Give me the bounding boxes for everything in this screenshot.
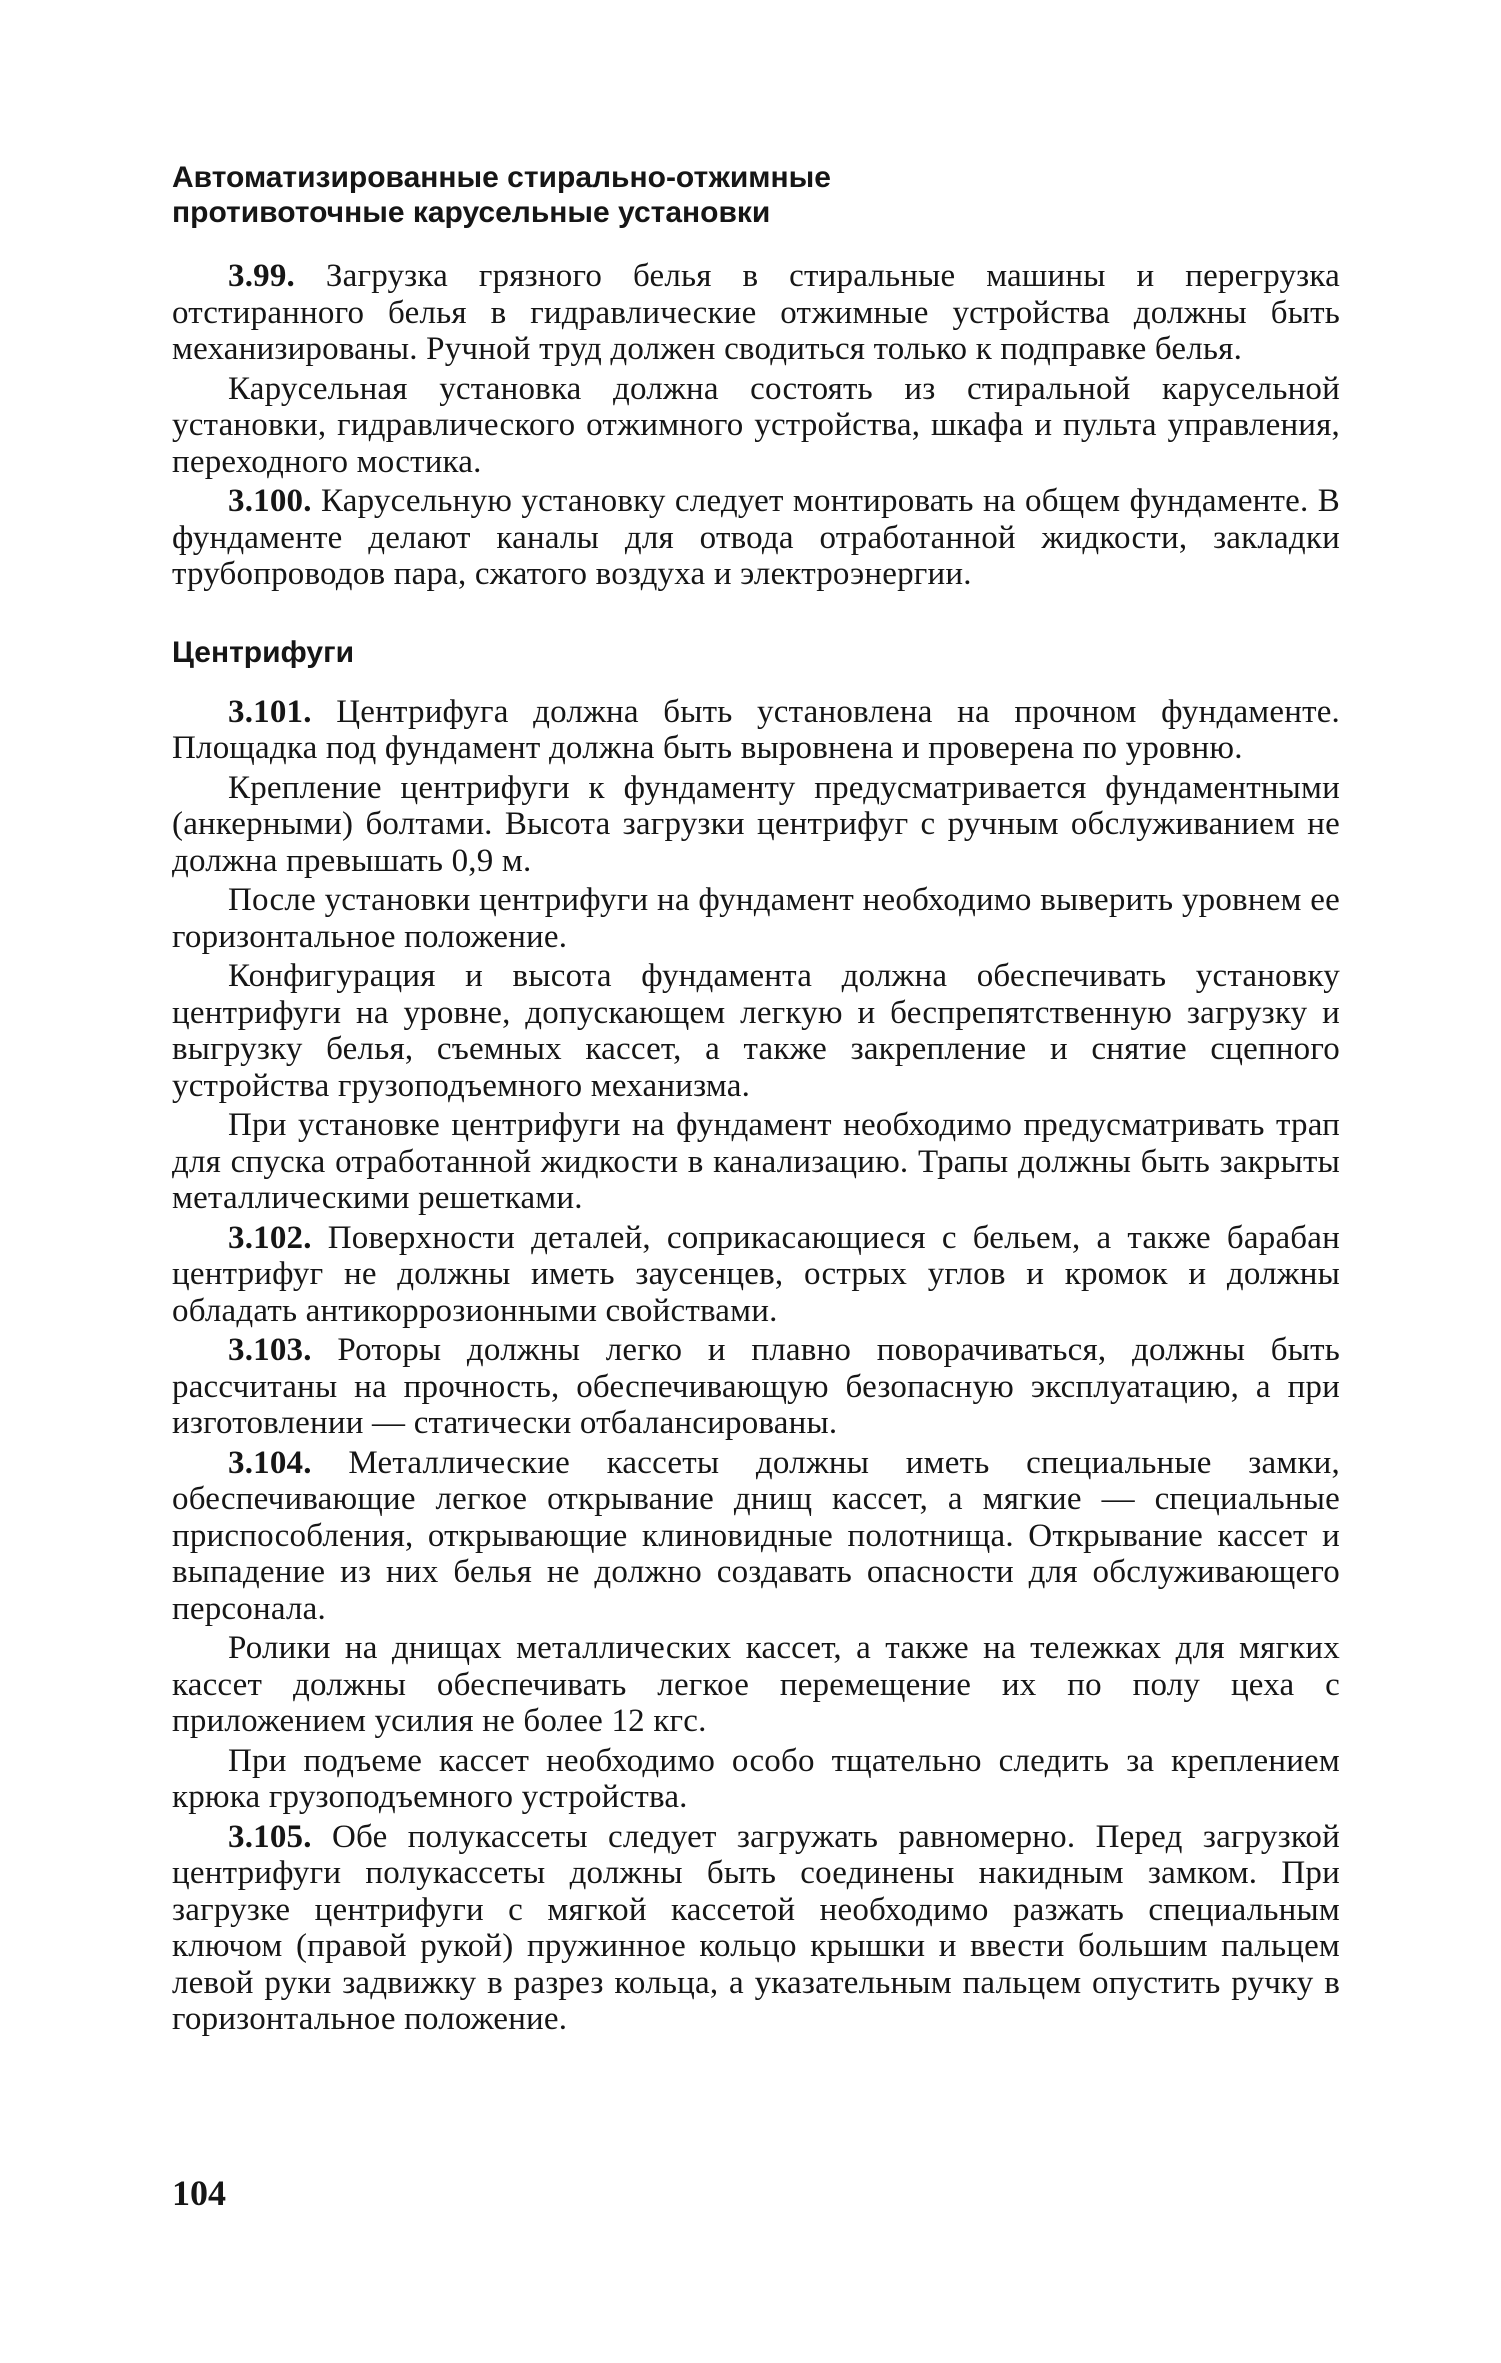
paragraph-text: Загрузка грязного белья в стиральные машины и перегрузка отстиранного белья в гидравлические отжимные устройства должны быть механизированы. Ручной труд должен сводиться только к подправке белья. — [172, 258, 1340, 367]
paragraph-text: После установки центрифуги на фундамент необходимо выверить уровнем ее горизонтальное положение. — [172, 882, 1340, 955]
paragraph-number: 3.105. — [228, 1818, 312, 1855]
paragraph — [172, 1107, 1340, 1217]
paragraph-3-99 — [172, 258, 1340, 368]
section-heading-line-2: противоточные карусельные установки — [172, 196, 771, 229]
paragraph-number: 3.102. — [228, 1219, 312, 1256]
paragraph-3-104 — [172, 1445, 1340, 1628]
paragraph — [172, 1630, 1340, 1740]
paragraph — [172, 770, 1340, 880]
section-heading-centrifuges: Центрифуги — [172, 635, 355, 669]
paragraph-text: Крепление центрифуги к фундаменту предусматривается фундаментными (анкерными) болтами. Высота загрузки центрифуг с ручным обслуживанием не должна превышать 0,9 м. — [172, 769, 1340, 879]
paragraph — [172, 1743, 1340, 1816]
paragraph-text: Конфигурация и высота фундамента должна обеспечивать установку центрифуги на уровне, допускающем легкую и беспрепятственную загрузку и выгрузку белья, съемных кассет, а также закрепление и снятие сцепного устройства грузоподъемного механизма. — [172, 958, 1340, 1104]
section-heading-carousel — [172, 160, 1340, 230]
paragraph-number: 3.101. — [228, 693, 312, 730]
section-body-centrifuges — [172, 694, 1340, 2038]
paragraph — [172, 882, 1340, 955]
paragraph — [172, 958, 1340, 1104]
paragraph-text: Поверхности деталей, соприкасающиеся с бельем, а также барабан центрифуг не должны иметь заусенцев, острых углов и кромок и должны обладать антикоррозионными свойствами. — [172, 1219, 1340, 1329]
paragraph-number: 3.100. — [228, 483, 312, 519]
paragraph-text: Карусельная установка должна состоять из стиральной карусельной установки, гидравлического отжимного устройства, шкафа и пульта управления, переходного мостика. — [172, 370, 1340, 480]
paragraph-3-103 — [172, 1332, 1340, 1442]
paragraph-text: Металлические кассеты должны иметь специальные замки, обеспечивающие легкое открывание днищ кассет, а мягкие — специальные приспособления, открывающие клиновидные полотнища. Открывание кассет и выпадение из них белья не должно создавать опасности для обслуживающего персонала. — [172, 1444, 1340, 1627]
section-heading-line-1: Автоматизированные стирально-отжимные — [172, 161, 831, 194]
paragraph-text: Ролики на днищах металлических кассет, а также на тележках для мягких кассет должны обеспечивать легкое перемещение их по полу цеха с приложением усилия не более 12 кгс. — [172, 1630, 1340, 1739]
section-body-carousel — [172, 258, 1340, 593]
paragraph-number: 3.99. — [228, 258, 295, 294]
paragraph-3-100 — [172, 483, 1340, 593]
paragraph-3-102 — [172, 1220, 1340, 1330]
page-content — [172, 160, 1340, 2038]
paragraph-3-105 — [172, 1819, 1340, 2038]
paragraph-text: Обе полукассеты следует загружать равномерно. Перед загрузкой центрифуги полукассеты должны быть соединены накидным замком. При загрузке центрифуги с мягкой кассетой необходимо разжать специальным ключом (правой рукой) пружинное кольцо крышки и ввести большим пальцем левой руки задвижку в разрез кольца, а указательным пальцем опустить ручку в горизонтальное положение. — [172, 1818, 1340, 2037]
paragraph-number: 3.103. — [228, 1332, 312, 1368]
paragraph-text: При подъеме кассет необходимо особо тщательно следить за креплением крюка грузоподъемного устройства. — [172, 1742, 1340, 1815]
paragraph-number: 3.104. — [228, 1444, 312, 1481]
paragraph-text: Центрифуга должна быть установлена на прочном фундаменте. Площадка под фундамент должна быть выровнена и проверена по уровню. — [172, 693, 1340, 766]
page-number: 104 — [172, 2173, 226, 2213]
paragraph — [172, 371, 1340, 481]
paragraph-3-101 — [172, 694, 1340, 767]
paragraph-text: Роторы должны легко и плавно поворачиваться, должны быть рассчитаны на прочность, обеспечивающую безопасную эксплуатацию, а при изготовлении — статически отбалансированы. — [172, 1332, 1340, 1441]
paragraph-text: Карусельную установку следует монтировать на общем фундаменте. В фундаменте делают каналы для отвода отработанной жидкости, закладки трубопроводов пара, сжатого воздуха и электроэнергии. — [172, 483, 1340, 592]
paragraph-text: При установке центрифуги на фундамент необходимо предусматривать трап для спуска отработанной жидкости в канализацию. Трапы должны быть закрыты металлическими решетками. — [172, 1107, 1340, 1216]
